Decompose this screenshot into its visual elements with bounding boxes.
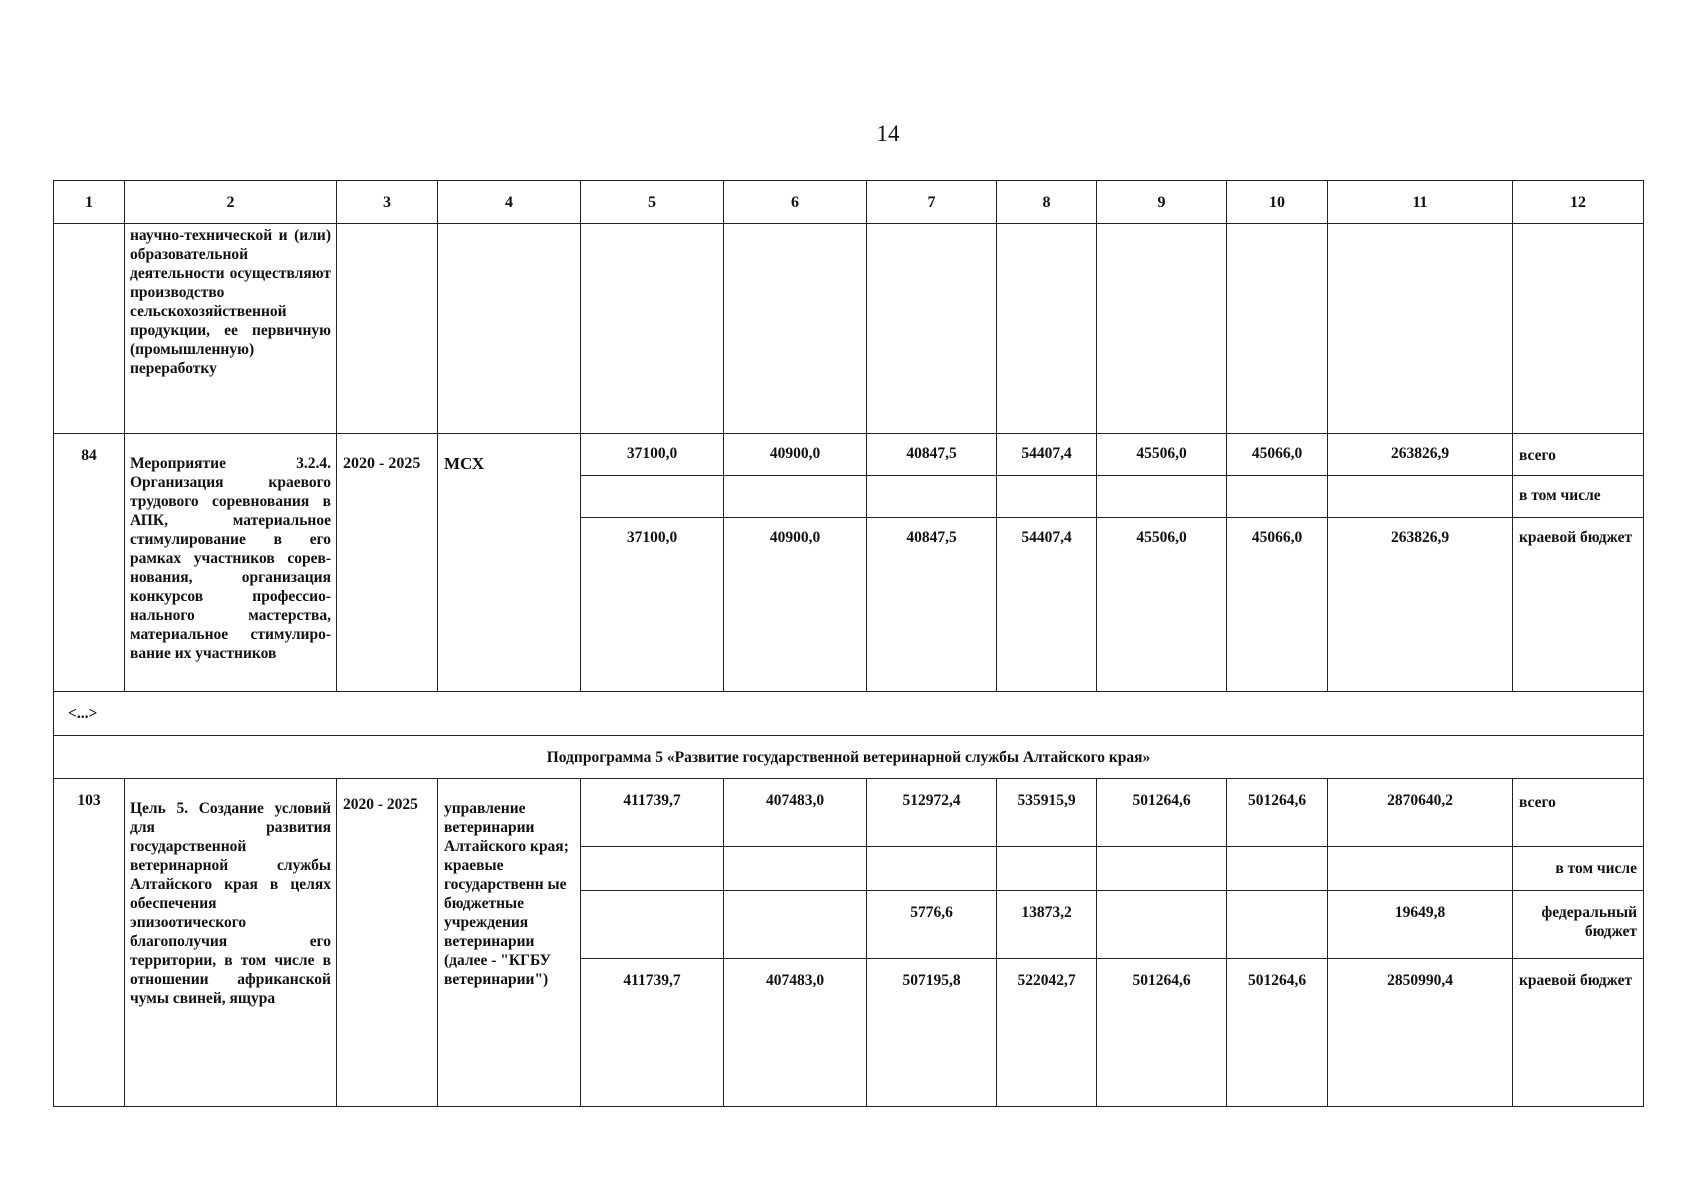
table-row-continued [54, 224, 1644, 434]
cell-number [54, 224, 125, 434]
cell-period: 2020 - 2025 [337, 779, 438, 1107]
cell-amount: 507195,8 [867, 959, 997, 1107]
ellipsis-marker: <...> [54, 692, 1644, 736]
cell [1328, 476, 1513, 518]
cell-amount: 535915,9 [997, 779, 1097, 847]
cell-number: 103 [54, 779, 125, 1107]
cell-amount: 40900,0 [724, 434, 867, 476]
cell [581, 847, 724, 891]
cell [997, 224, 1097, 434]
table-row-ellipsis [54, 692, 1644, 736]
cell-amount: 263826,9 [1328, 434, 1513, 476]
cell-amount: 45506,0 [1097, 518, 1227, 692]
cell-amount: 407483,0 [724, 779, 867, 847]
cell-funding-label: всего [1513, 434, 1644, 476]
cell [1097, 476, 1227, 518]
cell-amount: 37100,0 [581, 434, 724, 476]
cell-funding-label: краевой бюджет [1513, 959, 1644, 1107]
cell-description: Цель 5. Создание условий для развития государственной ветеринарной службы Алтайского края в целях обеспечения эпизоотического благополучия его территории, в том числе в отношении африканской чумы свиней, ящура [125, 779, 337, 1107]
cell [1097, 224, 1227, 434]
table-header-row [54, 181, 1644, 224]
cell-amount: 40847,5 [867, 518, 997, 692]
cell-amount: 40900,0 [724, 518, 867, 692]
header-cell: 12 [1513, 181, 1644, 224]
cell [337, 224, 438, 434]
cell [724, 476, 867, 518]
cell-amount: 501264,6 [1097, 779, 1227, 847]
cell [1328, 224, 1513, 434]
cell [724, 224, 867, 434]
cell [1097, 847, 1227, 891]
cell-period: 2020 - 2025 [337, 434, 438, 692]
table-row-103-total [54, 779, 1644, 847]
cell-amount: 407483,0 [724, 959, 867, 1107]
cell-amount: 45066,0 [1227, 518, 1328, 692]
cell-funding-label: всего [1513, 779, 1644, 847]
cell-funding-label: в том числе [1513, 476, 1644, 518]
header-cell: 10 [1227, 181, 1328, 224]
header-cell: 5 [581, 181, 724, 224]
cell [1513, 224, 1644, 434]
cell [997, 476, 1097, 518]
cell-amount [724, 891, 867, 959]
header-cell: 7 [867, 181, 997, 224]
table-row-subprogram [54, 736, 1644, 779]
cell-number: 84 [54, 434, 125, 692]
cell-amount: 13873,2 [997, 891, 1097, 959]
cell-amount [1097, 891, 1227, 959]
cell-amount: 501264,6 [1227, 959, 1328, 1107]
cell-amount: 411739,7 [581, 779, 724, 847]
cell-amount: 2850990,4 [1328, 959, 1513, 1107]
cell-description: научно-технической и (или) образовательной деятельности осуществляют производство сельскохозяйственной продукции, ее первичную (промышленную) переработку [125, 224, 337, 434]
cell-amount: 522042,7 [997, 959, 1097, 1107]
cell [867, 476, 997, 518]
table-row-84-total [54, 434, 1644, 476]
header-cell: 9 [1097, 181, 1227, 224]
cell [1227, 476, 1328, 518]
cell-amount: 512972,4 [867, 779, 997, 847]
cell [1227, 224, 1328, 434]
cell-amount: 411739,7 [581, 959, 724, 1107]
cell-amount: 19649,8 [1328, 891, 1513, 959]
cell-executor: управление ветеринарии Алтайского края; краевые государственн ые бюджетные учреждения ветеринарии (далее - "КГБУ ветеринарии") [438, 779, 581, 1107]
cell-amount [581, 891, 724, 959]
cell [724, 847, 867, 891]
cell [581, 224, 724, 434]
cell-funding-label: краевой бюджет [1513, 518, 1644, 692]
cell-amount: 2870640,2 [1328, 779, 1513, 847]
cell [581, 476, 724, 518]
cell-amount: 501264,6 [1097, 959, 1227, 1107]
cell-amount: 501264,6 [1227, 779, 1328, 847]
cell-amount: 5776,6 [867, 891, 997, 959]
cell-executor: МСХ [438, 434, 581, 692]
header-cell: 1 [54, 181, 125, 224]
cell-description: Мероприятие 3.2.4. Организация краевого трудового соревнования в АПК, материальное стимулирование в его рамках участников сорев-нования, организация конкурсов профессио-нального мастерства, материальное стимулиро-вание их участников [125, 434, 337, 692]
cell-amount [1227, 891, 1328, 959]
header-cell: 2 [125, 181, 337, 224]
cell-amount: 54407,4 [997, 518, 1097, 692]
cell [867, 847, 997, 891]
cell [867, 224, 997, 434]
cell-amount: 40847,5 [867, 434, 997, 476]
cell [1328, 847, 1513, 891]
cell [1227, 847, 1328, 891]
cell-amount: 37100,0 [581, 518, 724, 692]
header-cell: 11 [1328, 181, 1513, 224]
header-cell: 3 [337, 181, 438, 224]
cell [438, 224, 581, 434]
cell-funding-label: в том числе [1513, 847, 1644, 891]
budget-table [53, 180, 1644, 1107]
header-cell: 8 [997, 181, 1097, 224]
subprogram-title: Подпрограмма 5 «Развитие государственной ветеринарной службы Алтайского края» [54, 736, 1644, 779]
cell-funding-label: федеральный бюджет [1513, 891, 1644, 959]
cell-amount: 263826,9 [1328, 518, 1513, 692]
header-cell: 4 [438, 181, 581, 224]
page-number: 14 [876, 121, 900, 146]
header-cell: 6 [724, 181, 867, 224]
cell [997, 847, 1097, 891]
cell-amount: 54407,4 [997, 434, 1097, 476]
cell-amount: 45066,0 [1227, 434, 1328, 476]
cell-amount: 45506,0 [1097, 434, 1227, 476]
